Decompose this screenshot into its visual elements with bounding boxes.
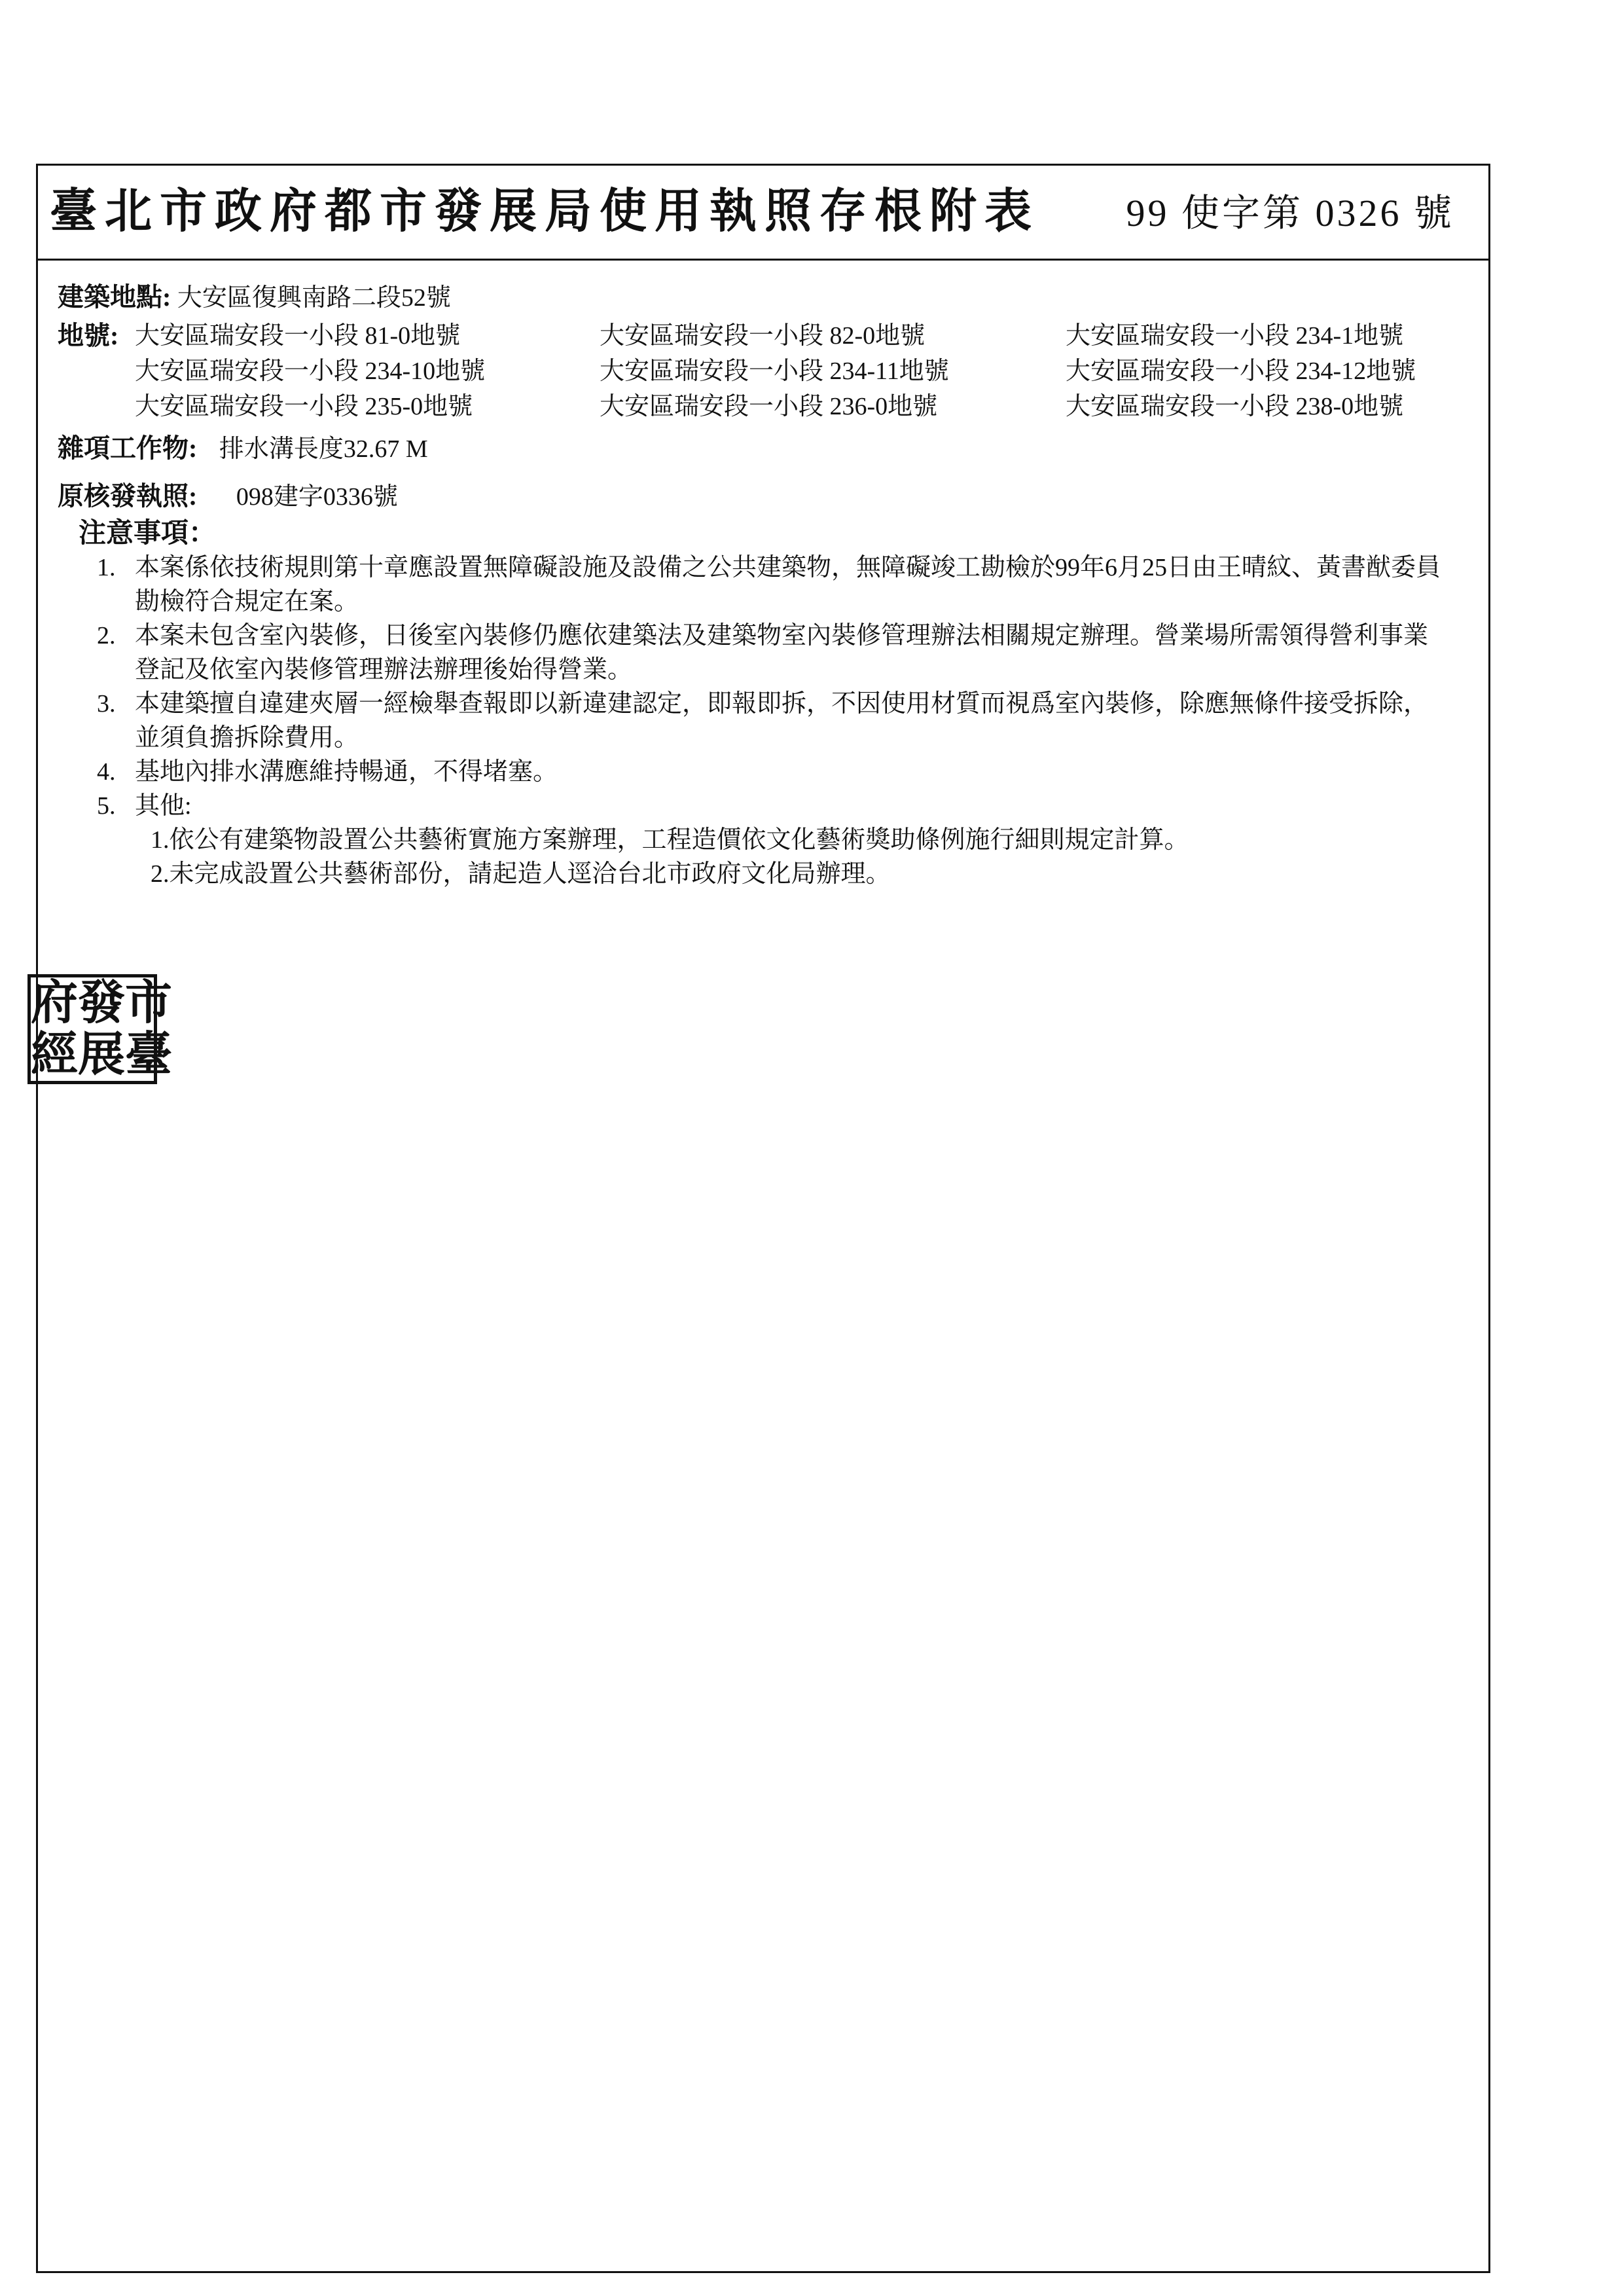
lots-label: 地號: [58,321,119,350]
misc-works-row [58,431,1469,466]
note-sub-item: 1.依公有建築物設置公共藝術實施方案辦理，工程造價依文化藝術獎助條例施行細則規定計算。 [151,826,1189,854]
original-license-label: 原核發執照: [58,481,198,511]
lot-number: 大安區瑞安段一小段 234-11地號 [600,357,949,385]
note-number: 5. [97,792,116,820]
note-text: 本建築擅自違建夾層一經檢舉查報即以新違建認定，即報即拆，不因使用材質而視爲室內裝修，除應無條件接受拆除，並須負擔拆除費用。 [135,690,1429,752]
note-item [97,551,1443,619]
note-sub-item: 2.未完成設置公共藝術部份，請起造人逕洽台北市政府文化局辦理。 [151,860,891,888]
seal-char: 府 [31,977,79,1029]
lot-number: 大安區瑞安段一小段 235-0地號 [135,393,473,420]
document-body [58,280,1469,891]
seal-char: 市 [125,977,173,1029]
note-text: 其他: [135,792,192,820]
site-row [58,280,1469,315]
note-number: 3. [97,690,116,718]
seal-char: 臺 [125,1029,173,1081]
note-text: 本案係依技術規則第十章應設置無障礙設施及設備之公共建築物，無障礙竣工勘檢於99年6月25日由王晴紋、黃書猷委員勘檢符合規定在案。 [135,554,1441,615]
notes-title: 注意事項： [79,519,217,549]
misc-works-label: 雜項工作物: [58,433,198,463]
original-license-value: 098建字0336號 [236,483,398,511]
note-item [97,687,1443,755]
permit-number: 99 使字第 0326 號 [1126,192,1454,234]
note-item [97,755,1443,789]
seal-char: 發 [78,977,126,1029]
site-label: 建築地點: [58,282,171,312]
lot-number: 大安區瑞安段一小段 234-12地號 [1066,357,1416,385]
misc-works-value: 排水溝長度32.67 M [219,435,428,463]
original-license-row [58,479,1469,514]
site-value: 大安區復興南路二段52號 [177,284,451,312]
lot-number: 大安區瑞安段一小段 81-0地號 [135,322,461,350]
note-number: 1. [97,554,116,581]
note-item [97,619,1443,687]
document-title: 臺北市政府都市發展局使用執照存根附表 [50,185,1040,238]
lot-number: 大安區瑞安段一小段 234-10地號 [135,357,486,385]
note-item [97,789,1443,823]
official-seal [27,974,173,1084]
document-header [38,166,1488,261]
note-number: 2. [97,622,116,649]
note-number: 4. [97,758,116,786]
note-text: 本案未包含室內裝修，日後室內裝修仍應依建築法及建築物室內裝修管理辦法相關規定辦理。營業場所需領得營利事業登記及依室內裝修管理辦法辦理後始得營業。 [135,622,1429,683]
note-text: 基地內排水溝應維持暢通，不得堵塞。 [135,758,558,786]
lot-number: 大安區瑞安段一小段 234-1地號 [1066,322,1404,350]
lot-number: 大安區瑞安段一小段 236-0地號 [600,393,938,420]
seal-char: 展 [78,1029,126,1081]
lot-number: 大安區瑞安段一小段 238-0地號 [1066,393,1404,420]
document-frame [36,164,1490,2273]
lot-number: 大安區瑞安段一小段 82-0地號 [600,322,926,350]
seal-char: 經 [31,1029,79,1081]
lot-numbers [58,319,1469,424]
